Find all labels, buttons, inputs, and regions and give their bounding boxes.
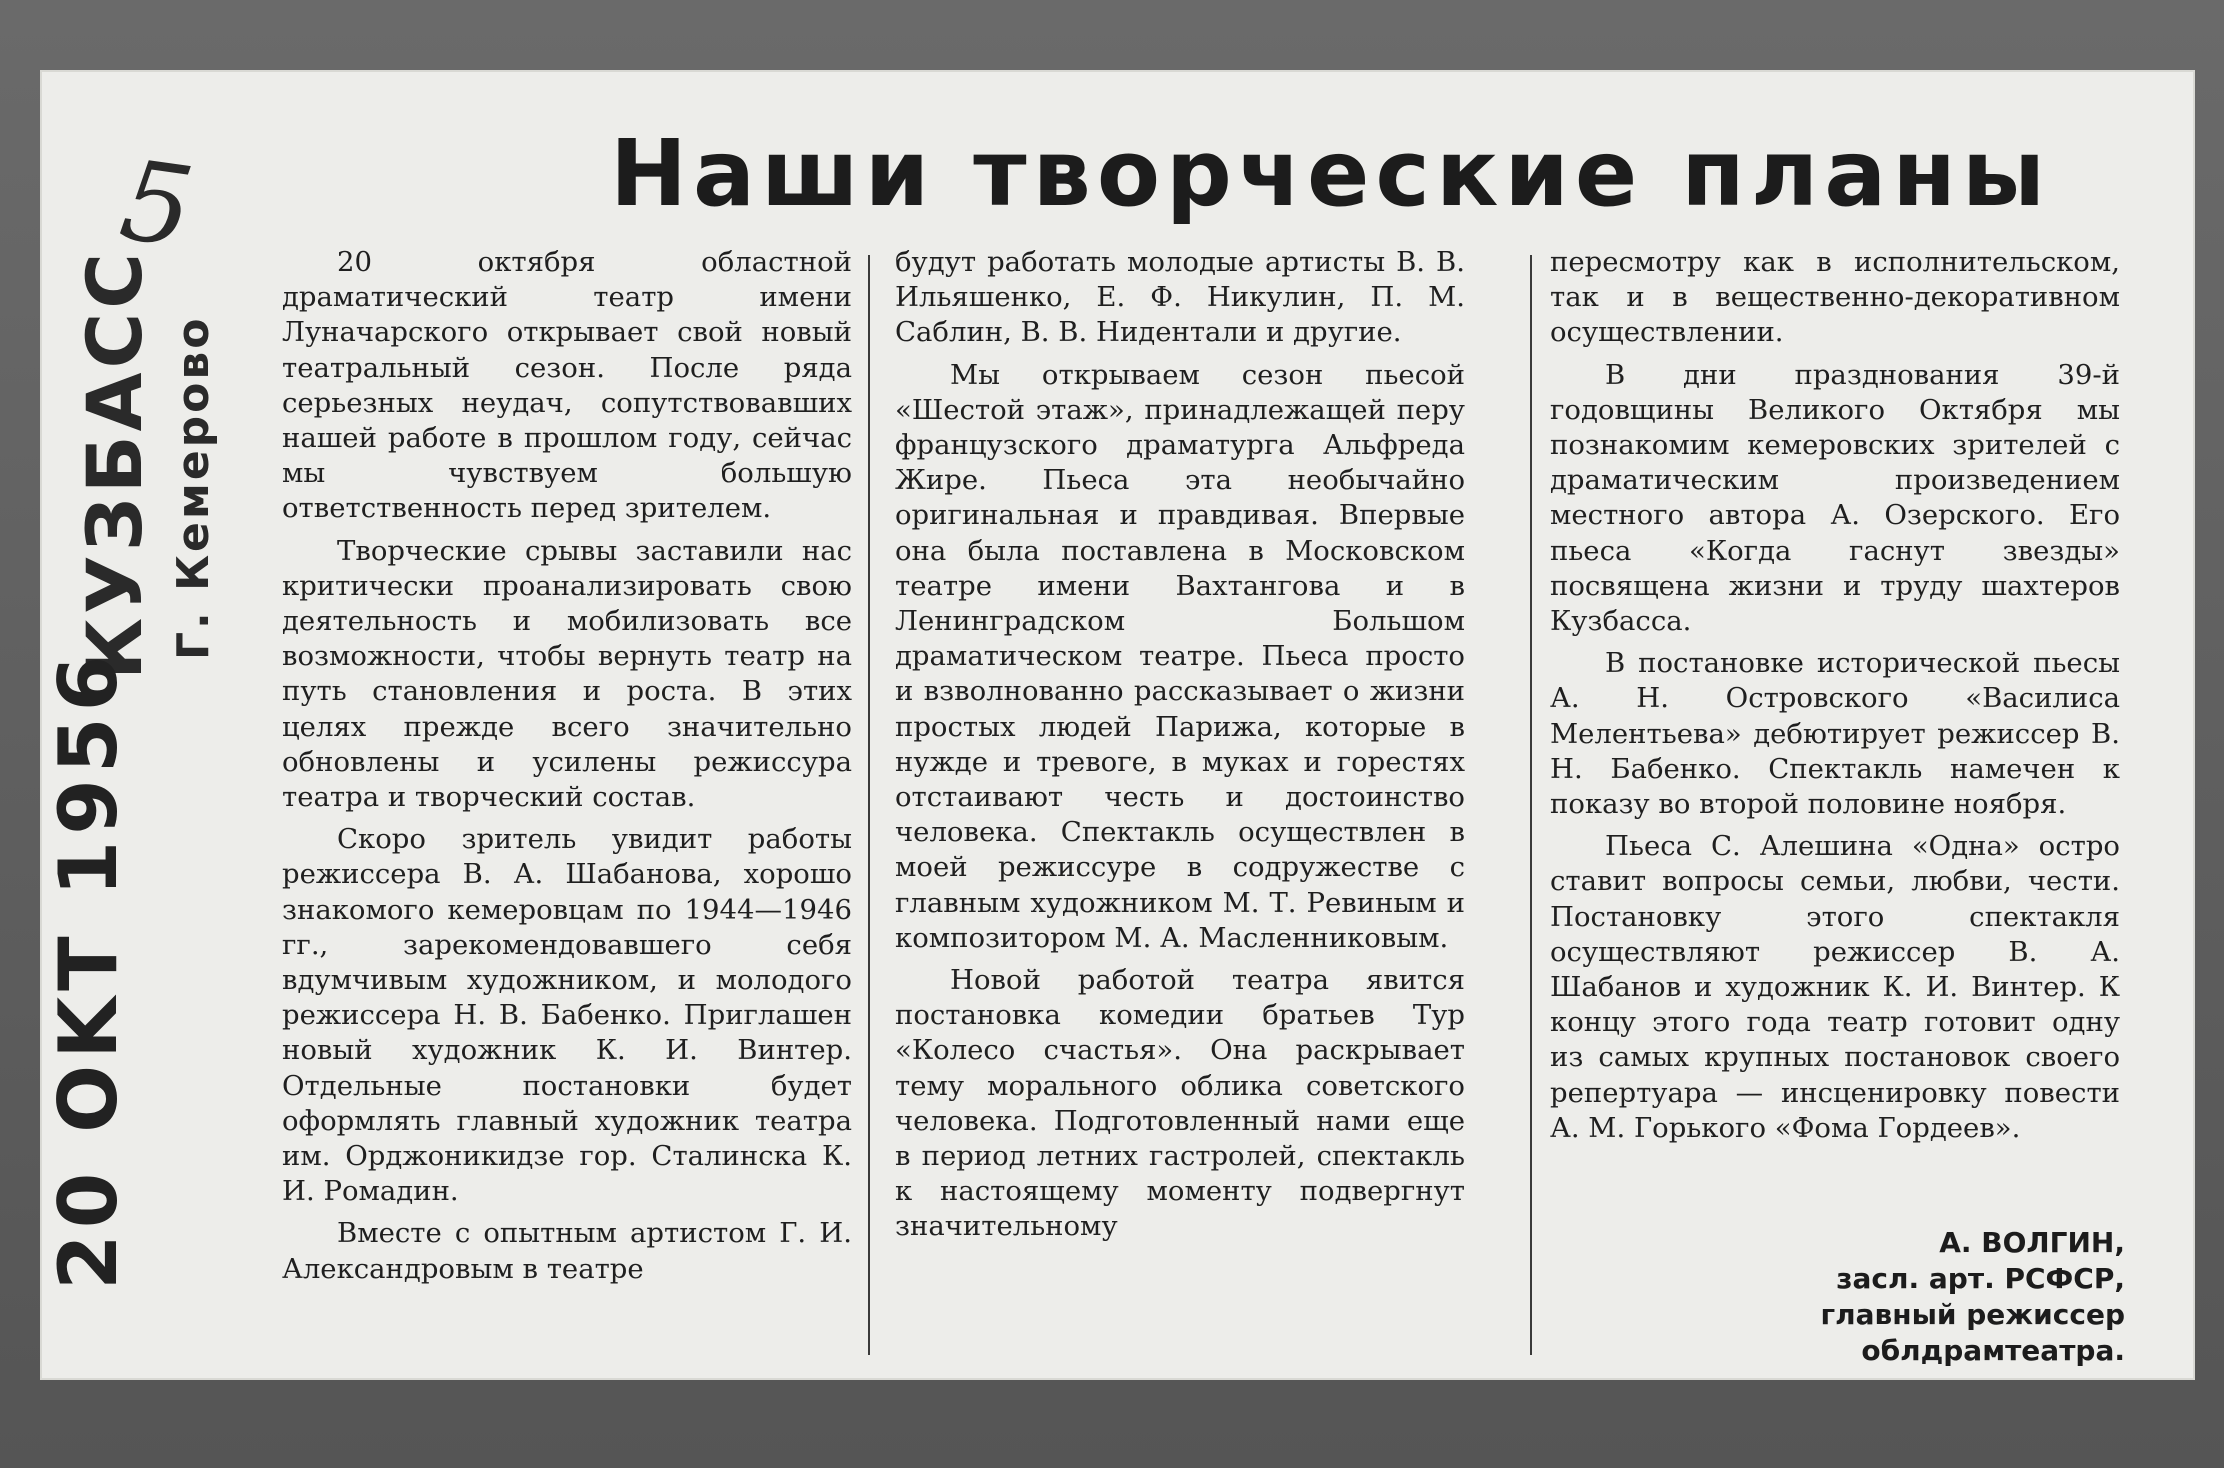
paragraph: Вместе с опытным артистом Г. И. Александровым в театре (282, 1217, 852, 1285)
article-column-2 (895, 245, 1465, 1252)
column-divider (1530, 255, 1532, 1355)
column-divider (868, 255, 870, 1355)
paragraph: Пьеса С. Алешина «Одна» остро ставит вопросы семьи, любви, чести. Постановку этого спектакля осуществляют режиссер В. А. Шабанов и художник К. И. Винтер. К концу этого года театр готовит одну из самых крупных постановок своего репертуара — инсценировку повести А. М. Горького «Фома Гордеев». (1550, 830, 2120, 1144)
paragraph: Мы открываем сезон пьесой «Шестой этаж», принадлежащей перу французского драматурга Альфреда Жире. Пьеса эта необычайно оригинальная и правдивая. Впервые она была поставлена в Московском театре имени Вахтангова и в Ленинградском Большом драматическом театре. Пьеса просто и взволнованно рассказывает о жизни простых людей Парижа, которые в нужде и тревоге, в муках и горестях отстаивают честь и достоинство человека. Спектакль осуществлен в моей режиссуре в содружестве с главным художником М. Т. Ревиным и композитором М. А. Масленниковым. (895, 358, 1465, 954)
article-headline: Наши творческие планы (610, 120, 2052, 227)
article-column-1 (282, 245, 852, 1294)
paragraph: Творческие срывы заставили нас критически проанализировать свою деятельность и мобилизовать все возможности, чтобы вернуть театр на путь становления и роста. В этих целях прежде всего значительно обновлены и усилены режиссура театра и творческий состав. (282, 534, 852, 814)
author-signature (1640, 1225, 2125, 1369)
author-name: А. ВОЛГИН, (1939, 1226, 2125, 1259)
paragraph: 20 октября областной драматический театр имени Луначарского открывает свой новый театральный сезон. После ряда серьезных неудач, сопутствовавших нашей работе в прошлом году, сейчас мы чувствуем большую ответственность перед зрителем. (282, 246, 852, 525)
paragraph: будут работать молодые артисты В. В. Ильяшенко, Е. Ф. Никулин, П. М. Саблин, В. В. Нидентали и другие. (895, 246, 1465, 349)
city-stamp: Г. Кемерово (168, 315, 219, 660)
paragraph: В дни празднования 39-й годовщины Великого Октября мы познакомим кемеровских зрителей с драматическим произведением местного автора А. Озерского. Его пьеса «Когда гаснут звезды» посвящена жизни и труду шахтеров Кузбасса. (1550, 358, 2120, 638)
author-title: главный режиссер (1820, 1298, 2125, 1331)
date-stamp: 20 OKT 1956 (42, 649, 135, 1290)
article-column-3 (1550, 245, 2120, 1153)
author-title: облдрамтеатра. (1861, 1334, 2125, 1367)
paragraph: пересмотру как в исполнительском, так и в вещественно-декоративном осуществлении. (1550, 246, 2120, 349)
paragraph: Скоро зритель увидит работы режиссера В. А. Шабанова, хорошо знакомого кемеровцам по 1944—1946 гг., зарекомендовавшего себя вдумчивым художником, и молодого режиссера Н. В. Бабенко. Приглашен новый художник К. И. Винтер. Отдельные постановки будет оформлять главный художник театра им. Орджоникидзе гор. Сталинска К. И. Ромадин. (282, 823, 852, 1208)
paragraph: Новой работой театра явится постановка комедии братьев Тур «Колесо счастья». Она раскрывает тему морального облика советского человека. Подготовленный нами еще в период летних гастролей, спектакль к настоящему моменту подвергнут значительному (895, 964, 1465, 1243)
handwritten-number: 5 (113, 135, 201, 273)
paragraph: В постановке исторической пьесы А. Н. Островского «Василиса Мелентьева» дебютирует режиссер В. Н. Бабенко. Спектакль намечен к показу во второй половине ноября. (1550, 647, 2120, 821)
newspaper-name-stamp: КУЗБАСС (70, 248, 159, 680)
author-title: засл. арт. РСФСР, (1836, 1262, 2125, 1295)
